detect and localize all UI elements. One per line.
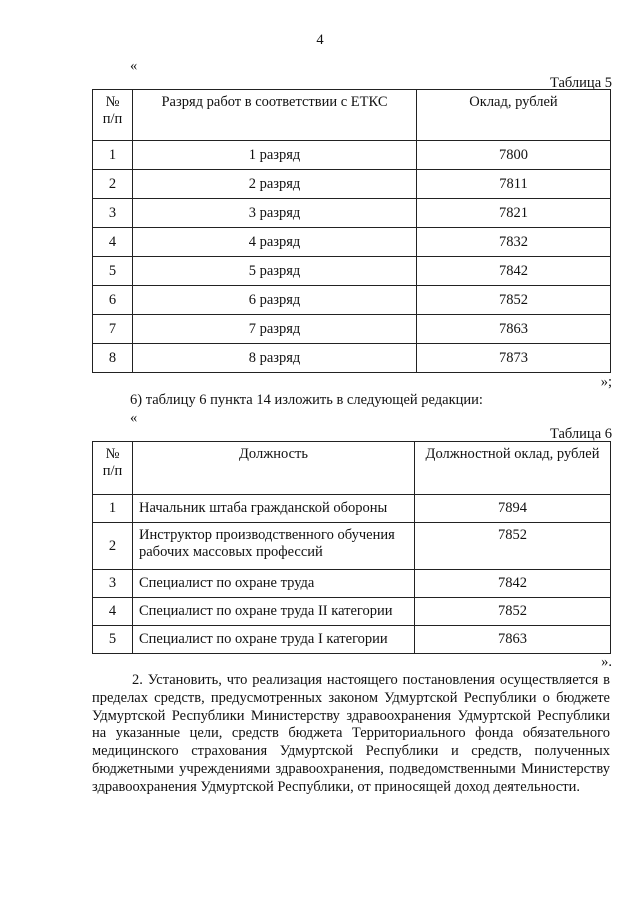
table5-cell-num: 5 — [93, 257, 133, 286]
table-row — [93, 141, 611, 170]
table5-cell-num: 1 — [93, 141, 133, 170]
table6-closing-quote: ». — [601, 654, 612, 670]
table6-header-row — [93, 442, 611, 495]
table6-cell-salary: 7894 — [415, 495, 611, 523]
table5-header-num: № п/п — [93, 90, 133, 141]
table5-cell-num: 3 — [93, 199, 133, 228]
table5-cell-num: 4 — [93, 228, 133, 257]
table-row — [93, 626, 611, 654]
table6-cell-salary: 7852 — [415, 523, 611, 570]
table5-cell-salary: 7873 — [417, 344, 611, 373]
table-row — [93, 495, 611, 523]
table5-cell-salary: 7832 — [417, 228, 611, 257]
table6-cell-num: 1 — [93, 495, 133, 523]
table5-cell-grade: 5 разряд — [133, 257, 417, 286]
table5-cell-grade: 4 разряд — [133, 228, 417, 257]
opening-quote-table6: « — [130, 410, 138, 426]
table6-label: Таблица 6 — [549, 426, 612, 442]
table5-header-salary: Оклад, рублей — [417, 90, 611, 141]
table6-cell-position: Начальник штаба гражданской обороны — [133, 495, 415, 523]
table5-cell-grade: 6 разряд — [133, 286, 417, 315]
clause-2-text: 2. Установить, что реализация настоящего постановления осуществляется в пределах средств, предусмотренных законом Удмуртской Республики о бюджете Удмуртской Республики Министерству здравоохранения Удмуртской Республики на указанные цели, средств бюджета Территориального фонда обязательного медицинского страхования Удмуртской Республики и средств, полученных бюджетными учреждениями здравоохранения, подведомственными Министерству здравоохранения Удмуртской Республики, от приносящей доход деятельности. — [92, 672, 610, 795]
opening-quote-table5: « — [130, 58, 138, 74]
table-row — [93, 228, 611, 257]
table5-cell-grade: 8 разряд — [133, 344, 417, 373]
table6-header-position: Должность — [133, 442, 415, 495]
table-row — [93, 199, 611, 228]
table-row — [93, 257, 611, 286]
table6-cell-num: 2 — [93, 523, 133, 570]
table6-cell-salary: 7852 — [415, 598, 611, 626]
table6-header-salary: Должностной оклад, рублей — [415, 442, 611, 495]
table6-cell-position: Специалист по охране труда II категории — [133, 598, 415, 626]
clause-2 — [92, 672, 610, 797]
page-number: 4 — [316, 32, 324, 48]
table-row — [93, 523, 611, 570]
table6-cell-num: 3 — [93, 570, 133, 598]
table5-cell-grade: 7 разряд — [133, 315, 417, 344]
table5-cell-salary: 7821 — [417, 199, 611, 228]
table6-cell-num: 5 — [93, 626, 133, 654]
table6-cell-salary: 7842 — [415, 570, 611, 598]
table6-cell-position: Специалист по охране труда — [133, 570, 415, 598]
table-row — [93, 570, 611, 598]
table-row — [93, 598, 611, 626]
table6-cell-num: 4 — [93, 598, 133, 626]
table-row — [93, 344, 611, 373]
table5-header-grade: Разряд работ в соответствии с ЕТКС — [133, 90, 417, 141]
table5-cell-salary: 7811 — [417, 170, 611, 199]
table5-cell-salary: 7863 — [417, 315, 611, 344]
table6 — [92, 441, 611, 654]
table6-header-num: № п/п — [93, 442, 133, 495]
table5-cell-salary: 7842 — [417, 257, 611, 286]
table6-cell-position: Специалист по охране труда I категории — [133, 626, 415, 654]
table5-cell-num: 8 — [93, 344, 133, 373]
table5-cell-salary: 7852 — [417, 286, 611, 315]
table-row — [93, 286, 611, 315]
table5-cell-salary: 7800 — [417, 141, 611, 170]
table5-cell-grade: 3 разряд — [133, 199, 417, 228]
table6-cell-position: Инструктор производственного обучения рабочих массовых профессий — [133, 523, 415, 570]
table5-closing-quote: »; — [600, 374, 612, 390]
paragraph-6: 6) таблицу 6 пункта 14 изложить в следующей редакции: — [130, 392, 483, 408]
table5-header-row — [93, 90, 611, 141]
table5 — [92, 89, 611, 373]
table-row — [93, 315, 611, 344]
table5-cell-grade: 2 разряд — [133, 170, 417, 199]
table5-cell-num: 2 — [93, 170, 133, 199]
table5-cell-num: 7 — [93, 315, 133, 344]
table5-label: Таблица 5 — [549, 75, 612, 91]
table6-cell-salary: 7863 — [415, 626, 611, 654]
table5-cell-grade: 1 разряд — [133, 141, 417, 170]
table-row — [93, 170, 611, 199]
table5-cell-num: 6 — [93, 286, 133, 315]
